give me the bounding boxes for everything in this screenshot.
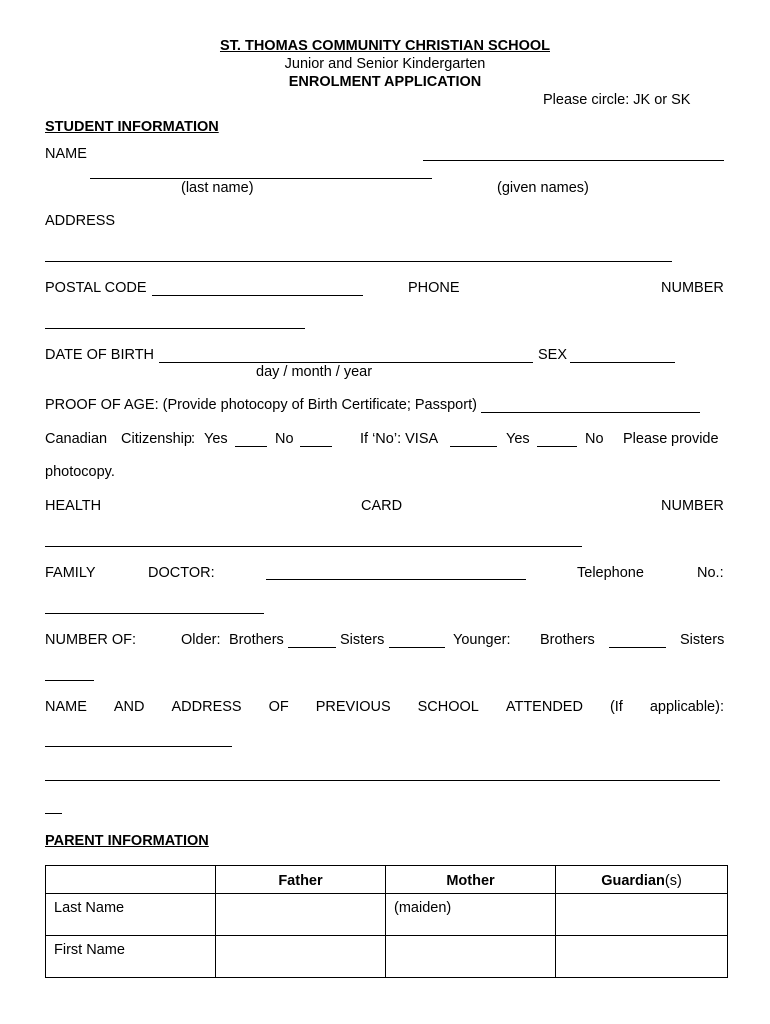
father-last-name-cell[interactable] xyxy=(216,894,386,936)
form-title: ENROLMENT APPLICATION xyxy=(288,74,482,90)
guardian-first-name-cell[interactable] xyxy=(556,936,728,978)
given-names-caption: (given names) xyxy=(497,180,589,196)
health-word: HEALTH xyxy=(45,498,102,514)
table-header-row xyxy=(46,866,728,894)
phone-number-line[interactable] xyxy=(45,328,305,329)
doctor-telephone-line[interactable] xyxy=(45,613,264,614)
older-sisters-line[interactable] xyxy=(389,647,445,648)
please-word: Please xyxy=(623,431,668,447)
citizenship-colon: : xyxy=(191,431,196,447)
health-card-line[interactable] xyxy=(45,546,582,547)
visa-label: If ‘No’: VISA xyxy=(360,431,439,447)
previous-school-word: (If xyxy=(609,699,623,715)
header-empty-cell xyxy=(46,866,216,894)
header-mother: Mother xyxy=(386,866,556,894)
previous-school-line-3[interactable] xyxy=(45,813,62,814)
citizenship-no-line[interactable] xyxy=(300,446,332,447)
telephone-no-word: No.: xyxy=(697,565,724,581)
telephone-word: Telephone xyxy=(577,565,644,581)
previous-school-word: AND xyxy=(113,699,145,715)
table-row xyxy=(46,936,728,978)
sex-label: SEX xyxy=(538,347,568,363)
mother-first-name-cell[interactable] xyxy=(386,936,556,978)
older-brothers-label: Brothers xyxy=(229,632,284,648)
health-number-word: NUMBER xyxy=(661,498,724,514)
name-label: NAME xyxy=(45,146,87,162)
younger-sisters-line[interactable] xyxy=(45,680,94,681)
previous-school-word: applicable): xyxy=(649,699,724,715)
younger-sisters-label: Sisters xyxy=(680,632,725,648)
program-name: Junior and Senior Kindergarten xyxy=(284,56,486,72)
older-label: Older: xyxy=(181,632,221,648)
younger-brothers-line[interactable] xyxy=(609,647,666,648)
previous-school-line-1[interactable] xyxy=(45,746,232,747)
postal-code-line[interactable] xyxy=(152,295,363,296)
older-brothers-line[interactable] xyxy=(288,647,336,648)
address-label: ADDRESS xyxy=(45,213,116,229)
father-first-name-cell[interactable] xyxy=(216,936,386,978)
header-guardian xyxy=(556,866,728,894)
dob-line[interactable] xyxy=(159,362,533,363)
previous-school-word: NAME xyxy=(45,699,87,715)
previous-school-word: OF xyxy=(268,699,289,715)
citizenship-no-label: No xyxy=(275,431,294,447)
sex-line[interactable] xyxy=(570,362,675,363)
visa-yes-line[interactable] xyxy=(537,446,577,447)
previous-school-word: ADDRESS xyxy=(171,699,242,715)
visa-yes-label: Yes xyxy=(506,431,530,447)
row-label: Last Name xyxy=(46,894,216,936)
mother-last-name-cell[interactable] xyxy=(386,894,556,936)
visa-no-label: No xyxy=(585,431,604,447)
provide-word: provide xyxy=(671,431,719,447)
parent-table xyxy=(45,865,728,978)
maiden-note: (maiden) xyxy=(394,900,452,916)
doctor-word: DOCTOR: xyxy=(148,565,215,581)
previous-school-line-2[interactable] xyxy=(45,780,720,781)
citizenship-yes-label: Yes xyxy=(204,431,228,447)
previous-school-label xyxy=(45,699,724,716)
circle-prompt: Please circle: JK or SK xyxy=(543,92,691,108)
parent-section-title: PARENT INFORMATION xyxy=(45,833,209,849)
student-section-title: STUDENT INFORMATION xyxy=(45,119,219,135)
address-line[interactable] xyxy=(45,261,672,262)
dob-caption: day / month / year xyxy=(256,364,373,380)
school-name: ST. THOMAS COMMUNITY CHRISTIAN SCHOOL xyxy=(219,38,550,54)
doctor-line[interactable] xyxy=(266,579,526,580)
header-father: Father xyxy=(216,866,386,894)
younger-brothers-label: Brothers xyxy=(540,632,595,648)
visa-line[interactable] xyxy=(450,446,497,447)
proof-of-age-label: PROOF OF AGE: (Provide photocopy of Birth Certificate; Passport) xyxy=(45,397,477,413)
citizenship-label-2: Citizenship xyxy=(121,431,192,447)
previous-school-word: SCHOOL xyxy=(417,699,479,715)
phone-label: PHONE xyxy=(408,280,460,296)
given-names-line[interactable] xyxy=(423,160,724,161)
previous-school-word: ATTENDED xyxy=(505,699,583,715)
dob-label: DATE OF BIRTH xyxy=(45,347,155,363)
older-sisters-label: Sisters xyxy=(340,632,385,648)
last-name-line[interactable] xyxy=(90,178,432,179)
family-word: FAMILY xyxy=(45,565,96,581)
photocopy-word: photocopy. xyxy=(45,464,115,480)
citizenship-yes-line[interactable] xyxy=(235,446,267,447)
card-word: CARD xyxy=(361,498,403,514)
citizenship-label: Canadian xyxy=(45,431,108,447)
younger-label: Younger: xyxy=(453,632,511,648)
number-of-label: NUMBER OF: xyxy=(45,632,137,648)
phone-number-label: NUMBER xyxy=(661,280,724,296)
last-name-caption: (last name) xyxy=(181,180,254,196)
row-label: First Name xyxy=(46,936,216,978)
postal-code-label: POSTAL CODE xyxy=(45,280,147,296)
table-row xyxy=(46,894,728,936)
guardian-suffix: (s) xyxy=(664,873,682,889)
guardian-text: Guardian xyxy=(601,873,665,889)
guardian-last-name-cell[interactable] xyxy=(556,894,728,936)
proof-of-age-line[interactable] xyxy=(481,412,700,413)
previous-school-word: PREVIOUS xyxy=(315,699,391,715)
